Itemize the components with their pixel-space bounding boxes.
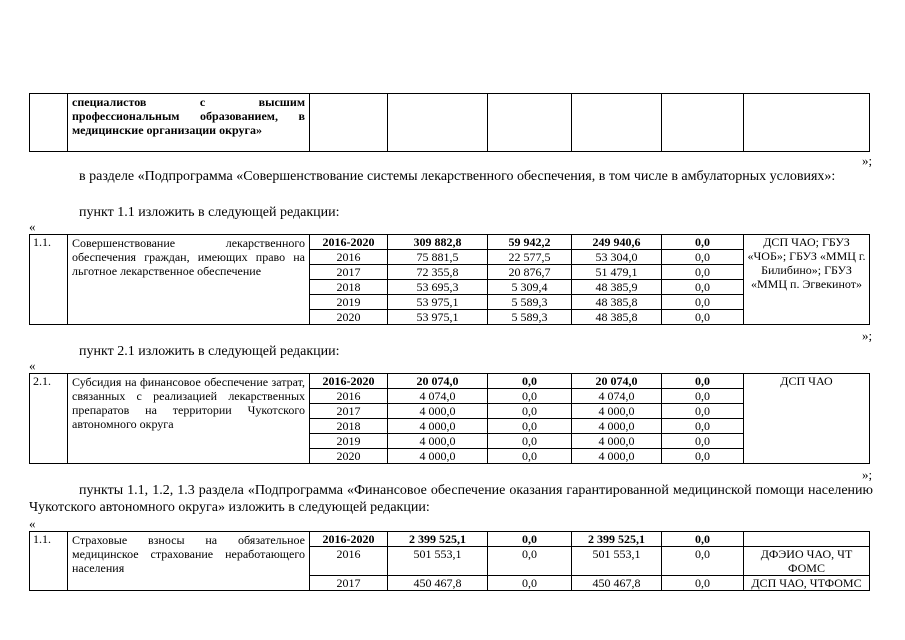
total-cell: 450 467,8 [388,576,488,591]
quote-open-3: « [29,516,36,531]
item-description: Страховые взносы на обязательное медицинское страхование неработающего населения [68,532,310,591]
value-cell: 450 467,8 [572,576,662,591]
total-cell: 53 975,1 [388,310,488,325]
value-cell: 0,0 [488,434,572,449]
value-cell: 51 479,1 [572,265,662,280]
value-cell: 48 385,8 [572,295,662,310]
total-cell: 501 553,1 [388,547,488,576]
value-cell: 249 940,6 [572,235,662,250]
value-cell: 0,0 [488,449,572,464]
year-cell: 2020 [310,310,388,325]
value-cell: 0,0 [488,576,572,591]
value-cell: 0,0 [662,310,744,325]
value-cell: 0,0 [488,374,572,389]
total-cell: 4 000,0 [388,419,488,434]
table-2 [29,373,870,464]
paragraph-4: пункты 1.1, 1.2, 1.3 раздела «Подпрограмма «Финансовое обеспечение оказания гарантированной медицинской помощи населению Чукотского автономного округа» изложить в следующей редакции: [29,483,873,515]
year-cell: 2016 [310,250,388,265]
value-cell: 48 385,8 [572,310,662,325]
value-cell: 48 385,9 [572,280,662,295]
year-cell: 2016 [310,389,388,404]
top-num-cell [30,94,68,152]
executor-cell: ДСП ЧАО, ЧТФОМС [744,576,870,591]
value-cell: 0,0 [662,532,744,547]
total-cell: 4 000,0 [388,449,488,464]
total-cell: 4 000,0 [388,404,488,419]
value-cell: 4 000,0 [572,434,662,449]
executor-cell [744,532,870,547]
value-cell: 0,0 [662,250,744,265]
year-cell: 2016 [310,547,388,576]
year-cell: 2016-2020 [310,235,388,250]
table-1 [29,234,870,325]
total-cell: 4 074,0 [388,389,488,404]
total-cell: 53 975,1 [388,295,488,310]
year-cell: 2019 [310,295,388,310]
value-cell: 4 074,0 [572,389,662,404]
value-cell: 0,0 [488,547,572,576]
value-cell: 0,0 [662,404,744,419]
value-cell: 0,0 [662,265,744,280]
value-cell: 0,0 [662,374,744,389]
value-cell: 20 074,0 [572,374,662,389]
value-cell: 5 589,3 [488,295,572,310]
total-cell: 4 000,0 [388,434,488,449]
value-cell: 0,0 [488,419,572,434]
value-cell: 0,0 [488,389,572,404]
year-cell: 2016-2020 [310,374,388,389]
year-cell: 2018 [310,419,388,434]
quote-close-2: »; [862,328,873,343]
value-cell: 4 000,0 [572,419,662,434]
quote-close-1: »; [862,153,873,168]
value-cell: 2 399 525,1 [572,532,662,547]
total-cell: 75 881,5 [388,250,488,265]
value-cell: 59 942,2 [488,235,572,250]
value-cell: 5 309,4 [488,280,572,295]
value-cell: 5 589,3 [488,310,572,325]
quote-open-2: « [29,358,36,373]
value-cell: 20 876,7 [488,265,572,280]
value-cell: 0,0 [662,547,744,576]
value-cell: 4 000,0 [572,449,662,464]
year-cell: 2016-2020 [310,532,388,547]
total-cell: 53 695,3 [388,280,488,295]
item-number: 2.1. [30,374,68,464]
value-cell: 0,0 [662,295,744,310]
value-cell: 4 000,0 [572,404,662,419]
executor-cell: ДСП ЧАО [744,374,870,464]
executor-cell: ДСП ЧАО; ГБУЗ «ЧОБ»; ГБУЗ «ММЦ г. Билибино»; ГБУЗ «ММЦ п. Эгвекинот» [744,235,870,325]
value-cell: 0,0 [662,235,744,250]
year-cell: 2020 [310,449,388,464]
top-table [29,93,870,152]
value-cell: 0,0 [662,434,744,449]
year-cell: 2017 [310,404,388,419]
item-description: Субсидия на финансовое обеспечение затрат, связанных с реализацией лекарственных препаратов на территории Чукотского автономного округа [68,374,310,464]
table-row [30,235,870,250]
table-3 [29,531,870,591]
value-cell: 0,0 [488,532,572,547]
total-cell: 20 074,0 [388,374,488,389]
table-row [30,532,870,547]
paragraph-3: пункт 2.1 изложить в следующей редакции: [79,344,340,359]
value-cell: 0,0 [488,404,572,419]
total-cell: 309 882,8 [388,235,488,250]
paragraph-1: в разделе «Подпрограмма «Совершенствование системы лекарственного обеспечения, в том числе в амбулаторных условиях»: [79,169,836,184]
value-cell: 0,0 [662,449,744,464]
top-description: специалистов с высшим профессиональным образованием, в медицинские организации округа» [68,94,310,152]
year-cell: 2017 [310,576,388,591]
quote-close-3: »; [862,467,873,482]
value-cell: 501 553,1 [572,547,662,576]
quote-open-1: « [29,219,36,234]
executor-cell: ДФЭИО ЧАО, ЧТ ФОМС [744,547,870,576]
value-cell: 0,0 [662,576,744,591]
year-cell: 2017 [310,265,388,280]
paragraph-2: пункт 1.1 изложить в следующей редакции: [79,205,340,220]
value-cell: 0,0 [662,419,744,434]
value-cell: 0,0 [662,389,744,404]
value-cell: 0,0 [662,280,744,295]
item-number: 1.1. [30,235,68,325]
table-row [30,374,870,389]
total-cell: 2 399 525,1 [388,532,488,547]
year-cell: 2019 [310,434,388,449]
total-cell: 72 355,8 [388,265,488,280]
year-cell: 2018 [310,280,388,295]
item-description: Совершенствование лекарственного обеспечения граждан, имеющих право на льготное лекарственное обеспечение [68,235,310,325]
item-number: 1.1. [30,532,68,591]
value-cell: 22 577,5 [488,250,572,265]
value-cell: 53 304,0 [572,250,662,265]
